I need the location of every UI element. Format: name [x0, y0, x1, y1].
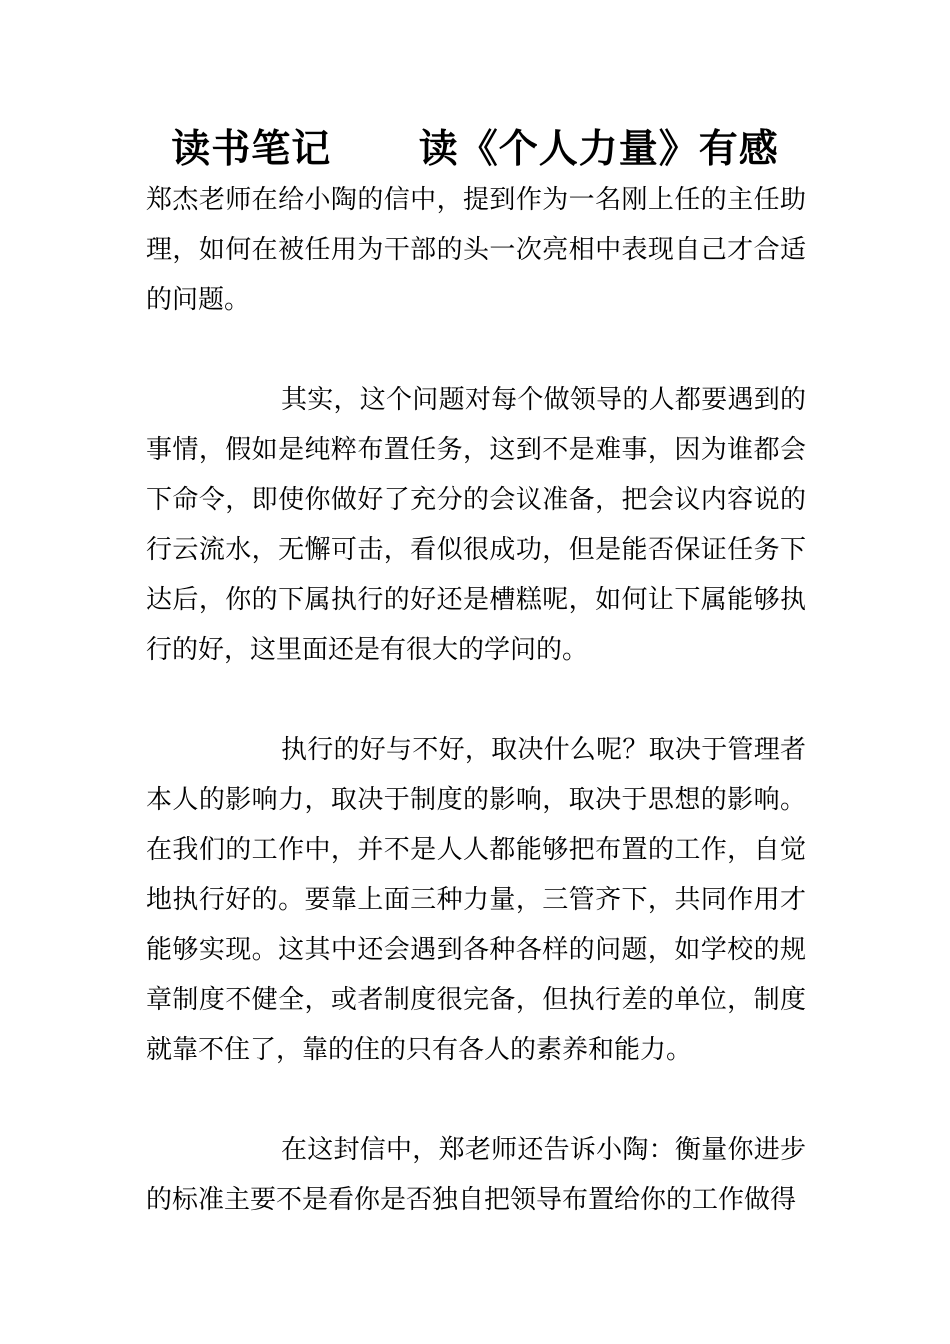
paragraph-2: 其实，这个问题对每个做领导的人都要遇到的事情，假如是纯粹布置任务，这到不是难事，因为谁都会下命令，即使你做好了充分的会议准备，把会议内容说的行云流水，无懈可击，看似很成功，但是能否保证任务下达后，你的下属执行的好还是槽糕呢，如何让下属能够执行的好，这里面还是有很大的学问的。 [146, 385, 806, 665]
paragraph-gap [146, 325, 806, 375]
paragraph-gap [146, 675, 806, 725]
paragraph-gap [146, 1075, 806, 1125]
document-title: 读书笔记 读《个人力量》有感 [171, 127, 779, 172]
paragraph-1: 郑杰老师在给小陶的信中，提到作为一名刚上任的主任助理，如何在被任用为干部的头一次亮相中表现自己才合适的问题。 [146, 185, 806, 315]
paragraph-3: 执行的好与不好，取决什么呢？取决于管理者本人的影响力，取决于制度的影响，取决于思想的影响。在我们的工作中，并不是人人都能够把布置的工作，自觉地执行好的。要靠上面三种力量，三管齐下，共同作用才能够实现。这其中还会遇到各种各样的问题，如学校的规章制度不健全，或者制度很完备，但执行差的单位，制度就靠不住了，靠的住的只有各人的素养和能力。 [146, 735, 806, 1065]
paragraph-4: 在这封信中，郑老师还告诉小陶：衡量你进步的标准主要不是看你是否独自把领导布置给你的工作做得 [146, 1135, 806, 1215]
document-body [146, 175, 806, 1225]
